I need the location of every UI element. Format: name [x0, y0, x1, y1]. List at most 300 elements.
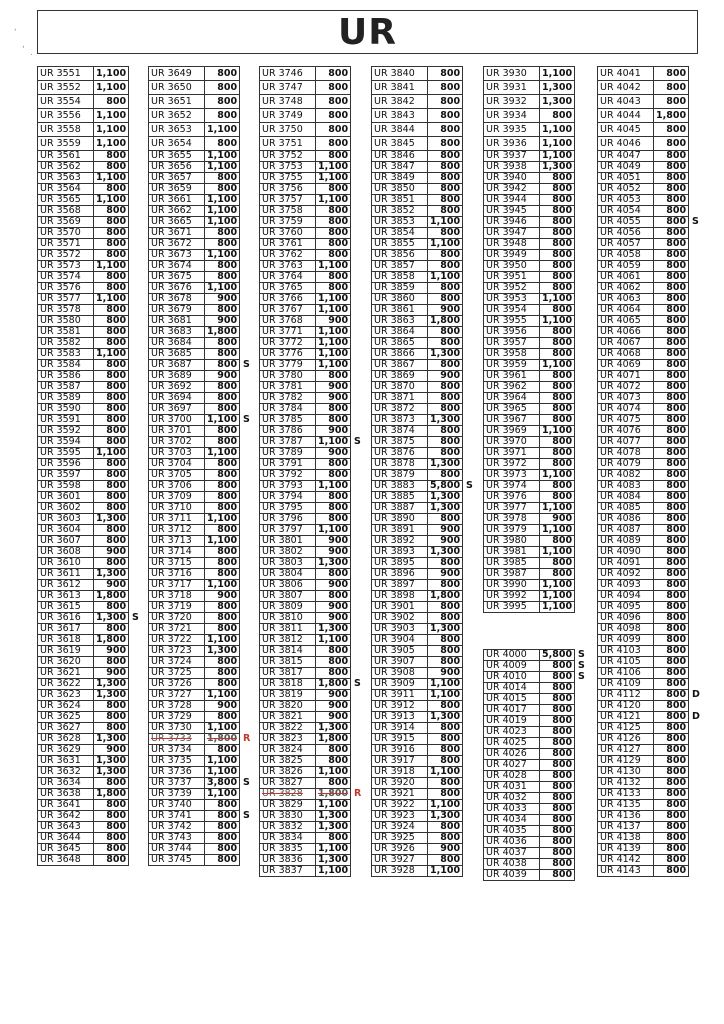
- item-price: 1,100: [94, 109, 129, 123]
- item-code: UR 3752: [260, 151, 316, 162]
- item-code: UR 3584: [38, 360, 94, 371]
- table-row: [484, 591, 575, 602]
- item-price: 800 S: [540, 672, 575, 683]
- item-code: UR 3843: [372, 109, 428, 123]
- item-code: UR 3920: [372, 778, 428, 789]
- item-price: 1,800: [428, 316, 463, 327]
- item-price: 800: [654, 327, 689, 338]
- item-price: 800: [205, 822, 240, 833]
- table-row: [598, 591, 689, 602]
- item-code: UR 3671: [149, 228, 205, 239]
- table-row: [598, 635, 689, 646]
- item-price: 800: [428, 580, 463, 591]
- item-price: 800: [428, 294, 463, 305]
- margin-mark: ': [14, 28, 17, 38]
- item-code: UR 3581: [38, 327, 94, 338]
- item-price: 800: [205, 712, 240, 723]
- table-row: [38, 712, 129, 723]
- table-row: [149, 448, 240, 459]
- item-price: 800: [540, 415, 575, 426]
- item-price: 800: [540, 283, 575, 294]
- table-row: [260, 701, 351, 712]
- item-price: 800: [654, 701, 689, 712]
- item-price: 1,100: [94, 173, 129, 184]
- item-code: UR 4082: [598, 470, 654, 481]
- table-row: [149, 547, 240, 558]
- table-row: [38, 745, 129, 756]
- item-code: UR 3938: [484, 162, 540, 173]
- item-price: 800: [654, 250, 689, 261]
- table-row: [598, 767, 689, 778]
- item-code: UR 4078: [598, 448, 654, 459]
- table-row: [260, 558, 351, 569]
- item-price: 800: [540, 382, 575, 393]
- flag-mark: S: [243, 359, 250, 370]
- table-row: [260, 360, 351, 371]
- item-price: 800: [540, 569, 575, 580]
- item-price: 800: [428, 81, 463, 95]
- item-price: 800: [540, 492, 575, 503]
- item-code: UR 3905: [372, 646, 428, 657]
- item-price: 800: [428, 437, 463, 448]
- item-code: UR 4066: [598, 327, 654, 338]
- item-price: 800: [654, 173, 689, 184]
- item-price: 800: [94, 95, 129, 109]
- item-code: UR 4120: [598, 701, 654, 712]
- table-row: [260, 756, 351, 767]
- item-code: UR 4054: [598, 206, 654, 217]
- item-code: UR 3672: [149, 239, 205, 250]
- item-code: UR 3995: [484, 602, 540, 613]
- item-code: UR 3887: [372, 503, 428, 514]
- table-row: [372, 382, 463, 393]
- table-row: [149, 657, 240, 668]
- table-row: [484, 316, 575, 327]
- item-price: 900: [428, 305, 463, 316]
- item-code: UR 3749: [260, 109, 316, 123]
- item-price: 800: [654, 184, 689, 195]
- table-row: [372, 338, 463, 349]
- item-price: 1,100: [316, 635, 351, 646]
- item-price: 1,800: [205, 327, 240, 338]
- table-row: [38, 800, 129, 811]
- item-code: UR 4038: [484, 859, 540, 870]
- item-code: UR 3665: [149, 217, 205, 228]
- table-row: [260, 767, 351, 778]
- table-row: [149, 305, 240, 316]
- item-code: UR 3794: [260, 492, 316, 503]
- item-price: 1,300: [94, 756, 129, 767]
- item-code: UR 4017: [484, 705, 540, 716]
- item-code: UR 3573: [38, 261, 94, 272]
- item-code: UR 3898: [372, 591, 428, 602]
- item-code: UR 3697: [149, 404, 205, 415]
- item-price: 800: [94, 382, 129, 393]
- item-code: UR 3828: [260, 789, 316, 800]
- item-price: 1,100: [94, 448, 129, 459]
- table-row: [38, 81, 129, 95]
- item-price: 800: [654, 822, 689, 833]
- item-code: UR 3624: [38, 701, 94, 712]
- item-price: 800: [94, 283, 129, 294]
- item-price: 800: [205, 525, 240, 536]
- table-row: [372, 767, 463, 778]
- item-code: UR 3874: [372, 426, 428, 437]
- table-row: [149, 844, 240, 855]
- item-code: UR 3796: [260, 514, 316, 525]
- item-code: UR 3740: [149, 800, 205, 811]
- table-row: [598, 547, 689, 558]
- item-code: UR 3760: [260, 228, 316, 239]
- table-row: [260, 855, 351, 866]
- item-price: 900: [316, 701, 351, 712]
- price-list-column-6: [597, 66, 700, 877]
- table-row: [484, 294, 575, 305]
- item-price: 800: [654, 316, 689, 327]
- item-price: 800: [205, 492, 240, 503]
- item-code: UR 4091: [598, 558, 654, 569]
- item-price: 1,100: [316, 327, 351, 338]
- table-row: [598, 272, 689, 283]
- table-row: [260, 123, 351, 137]
- table-row: [260, 481, 351, 492]
- table-row: [598, 305, 689, 316]
- item-code: UR 3992: [484, 591, 540, 602]
- item-price: 800: [205, 272, 240, 283]
- item-code: UR 3807: [260, 591, 316, 602]
- item-code: UR 3797: [260, 525, 316, 536]
- item-price: 800: [540, 793, 575, 804]
- item-code: UR 3645: [38, 844, 94, 855]
- item-code: UR 3619: [38, 646, 94, 657]
- item-code: UR 3964: [484, 393, 540, 404]
- item-code: UR 3985: [484, 558, 540, 569]
- item-code: UR 3622: [38, 679, 94, 690]
- table-row: [38, 569, 129, 580]
- table-row: [260, 195, 351, 206]
- item-price: 800: [316, 657, 351, 668]
- item-price: 800: [94, 536, 129, 547]
- item-code: UR 3908: [372, 668, 428, 679]
- item-price: 800: [428, 360, 463, 371]
- item-price: 800: [94, 723, 129, 734]
- table-row: [372, 459, 463, 470]
- table-row: [149, 734, 240, 745]
- item-code: UR 4019: [484, 716, 540, 727]
- table-row: [598, 701, 689, 712]
- table-row: [260, 404, 351, 415]
- item-code: UR 3814: [260, 646, 316, 657]
- item-code: UR 4086: [598, 514, 654, 525]
- item-price: 800: [205, 173, 240, 184]
- item-price: 900: [94, 580, 129, 591]
- item-code: UR 3934: [484, 109, 540, 123]
- item-price: 800: [654, 514, 689, 525]
- table-row: [149, 745, 240, 756]
- item-code: UR 3890: [372, 514, 428, 525]
- item-code: UR 3951: [484, 272, 540, 283]
- item-price: 800: [94, 184, 129, 195]
- margin-mark: .: [30, 48, 33, 58]
- table-row: [598, 250, 689, 261]
- item-price: 900: [316, 602, 351, 613]
- item-code: UR 3958: [484, 349, 540, 360]
- item-price: 900: [428, 371, 463, 382]
- item-code: UR 3779: [260, 360, 316, 371]
- table-row: [598, 679, 689, 690]
- item-price: 900: [428, 844, 463, 855]
- table-row: [149, 514, 240, 525]
- table-row: [149, 137, 240, 151]
- item-price: 800: [94, 701, 129, 712]
- item-price: 800: [428, 855, 463, 866]
- item-price: 3,800 S: [205, 778, 240, 789]
- item-code: UR 4036: [484, 837, 540, 848]
- item-price: 800: [428, 283, 463, 294]
- item-code: UR 3819: [260, 690, 316, 701]
- table-row: [38, 558, 129, 569]
- item-code: UR 3653: [149, 123, 205, 137]
- item-code: UR 3965: [484, 404, 540, 415]
- table-row: [149, 67, 240, 81]
- item-code: UR 3832: [260, 822, 316, 833]
- item-code: UR 3766: [260, 294, 316, 305]
- table-row: [38, 492, 129, 503]
- table-row: [260, 349, 351, 360]
- item-price: 1,100: [94, 137, 129, 151]
- item-code: UR 3853: [372, 217, 428, 228]
- table-row: [372, 294, 463, 305]
- item-price: 1,100: [205, 162, 240, 173]
- item-code: UR 3722: [149, 635, 205, 646]
- table-row: [372, 371, 463, 382]
- item-price: 800: [428, 228, 463, 239]
- item-price: 800: [654, 778, 689, 789]
- item-code: UR 3925: [372, 833, 428, 844]
- table-row: [149, 123, 240, 137]
- table-row: [372, 305, 463, 316]
- item-code: UR 4089: [598, 536, 654, 547]
- item-price: 1,100: [428, 679, 463, 690]
- flag-mark: S: [578, 671, 585, 682]
- item-code: UR 4067: [598, 338, 654, 349]
- item-code: UR 3902: [372, 613, 428, 624]
- item-code: UR 3652: [149, 109, 205, 123]
- table-row: [598, 558, 689, 569]
- table-row: [260, 712, 351, 723]
- item-code: UR 3846: [372, 151, 428, 162]
- table-row: [598, 745, 689, 756]
- item-code: UR 3704: [149, 459, 205, 470]
- item-code: UR 4092: [598, 569, 654, 580]
- table-row: [372, 558, 463, 569]
- item-code: UR 3768: [260, 316, 316, 327]
- item-code: UR 4075: [598, 415, 654, 426]
- item-code: UR 3792: [260, 470, 316, 481]
- flag-mark: S: [578, 649, 585, 660]
- item-code: UR 3654: [149, 137, 205, 151]
- table-row: [38, 316, 129, 327]
- item-code: UR 3879: [372, 470, 428, 481]
- item-price: 800: [316, 95, 351, 109]
- item-price: 800: [654, 547, 689, 558]
- item-price: 5,800 S: [540, 650, 575, 661]
- table-row: [598, 492, 689, 503]
- item-price: 800: [654, 272, 689, 283]
- table-row: [149, 371, 240, 382]
- table-row: [38, 701, 129, 712]
- item-code: UR 3885: [372, 492, 428, 503]
- table-row: [484, 661, 575, 672]
- item-code: UR 3737: [149, 778, 205, 789]
- table-row: [149, 294, 240, 305]
- item-code: UR 3598: [38, 481, 94, 492]
- item-code: UR 3551: [38, 67, 94, 81]
- item-price: 800: [654, 459, 689, 470]
- item-price: 800: [205, 624, 240, 635]
- item-price: 800: [205, 558, 240, 569]
- table-row: [149, 613, 240, 624]
- item-price: 1,300: [94, 690, 129, 701]
- table-row: [598, 734, 689, 745]
- item-price: 800: [94, 470, 129, 481]
- item-price: 800: [316, 470, 351, 481]
- item-code: UR 3730: [149, 723, 205, 734]
- table-row: [149, 415, 240, 426]
- table-row: [260, 723, 351, 734]
- item-price: 800: [316, 184, 351, 195]
- item-price: 800: [428, 151, 463, 162]
- table-row: [260, 109, 351, 123]
- table-row: [484, 650, 575, 661]
- table-row: [598, 151, 689, 162]
- item-price: 900: [316, 426, 351, 437]
- item-price: 1,100: [540, 470, 575, 481]
- item-price: 1,100: [316, 162, 351, 173]
- item-price: 800: [654, 723, 689, 734]
- item-price: 800: [540, 184, 575, 195]
- item-code: UR 3612: [38, 580, 94, 591]
- item-price: 800: [654, 558, 689, 569]
- item-price: 800: [428, 514, 463, 525]
- item-price: 800: [540, 404, 575, 415]
- item-code: UR 3810: [260, 613, 316, 624]
- table-row: [372, 470, 463, 481]
- item-price: 1,100: [316, 261, 351, 272]
- item-code: UR 3712: [149, 525, 205, 536]
- item-price: 1,100: [540, 360, 575, 371]
- table-row: [149, 668, 240, 679]
- item-code: UR 4059: [598, 261, 654, 272]
- item-code: UR 3795: [260, 503, 316, 514]
- item-price: 1,100: [94, 261, 129, 272]
- item-price: 800: [540, 349, 575, 360]
- item-price: 800: [94, 338, 129, 349]
- item-code: UR 3820: [260, 701, 316, 712]
- item-code: UR 3701: [149, 426, 205, 437]
- item-price: 1,300: [316, 811, 351, 822]
- item-price: 800: [654, 635, 689, 646]
- item-price: 1,300: [316, 855, 351, 866]
- table-row: [149, 272, 240, 283]
- item-price: 1,300: [316, 822, 351, 833]
- item-price: 800: [654, 261, 689, 272]
- item-code: UR 3901: [372, 602, 428, 613]
- table-row: [372, 514, 463, 525]
- table-row: [372, 701, 463, 712]
- item-price: 800: [316, 137, 351, 151]
- item-code: UR 3621: [38, 668, 94, 679]
- item-price: 800: [94, 360, 129, 371]
- table-row: [260, 250, 351, 261]
- item-price: 800: [654, 481, 689, 492]
- item-code: UR 3642: [38, 811, 94, 822]
- item-price: 800: [94, 800, 129, 811]
- table-row: [598, 162, 689, 173]
- table-row: [260, 327, 351, 338]
- table-row: [484, 228, 575, 239]
- table-row: [598, 536, 689, 547]
- item-code: UR 3554: [38, 95, 94, 109]
- item-price: 1,100: [316, 173, 351, 184]
- item-price: 800 D: [654, 690, 689, 701]
- table-row: [484, 514, 575, 525]
- table-row: [38, 360, 129, 371]
- item-code: UR 4058: [598, 250, 654, 261]
- item-code: UR 4055: [598, 217, 654, 228]
- item-code: UR 3847: [372, 162, 428, 173]
- item-price: 800: [94, 239, 129, 250]
- item-price: 1,100: [94, 81, 129, 95]
- item-price: 1,100 S: [316, 437, 351, 448]
- item-code: UR 4093: [598, 580, 654, 591]
- item-price: 800: [205, 657, 240, 668]
- table-row: [484, 137, 575, 151]
- item-price: 800: [540, 437, 575, 448]
- item-code: UR 4125: [598, 723, 654, 734]
- table-row: [149, 81, 240, 95]
- table-row: [260, 294, 351, 305]
- item-code: UR 3576: [38, 283, 94, 294]
- item-price: 1,100: [316, 866, 351, 877]
- item-code: UR 3757: [260, 195, 316, 206]
- table-row: [372, 525, 463, 536]
- item-price: 1,100: [94, 349, 129, 360]
- item-code: UR 3628: [38, 734, 94, 745]
- table-row: [598, 206, 689, 217]
- item-price: 900: [316, 536, 351, 547]
- item-code: UR 3719: [149, 602, 205, 613]
- item-price: 800: [540, 870, 575, 881]
- table-row: [38, 272, 129, 283]
- table-row: [598, 217, 689, 228]
- item-price: 800: [94, 371, 129, 382]
- item-price: 800: [316, 591, 351, 602]
- item-code: UR 4014: [484, 683, 540, 694]
- item-price: 1,100: [94, 294, 129, 305]
- item-code: UR 3610: [38, 558, 94, 569]
- item-price: 1,100: [316, 360, 351, 371]
- item-code: UR 3826: [260, 767, 316, 778]
- table-row: [372, 239, 463, 250]
- table-row: [484, 239, 575, 250]
- price-table: [37, 66, 139, 866]
- item-code: UR 4099: [598, 635, 654, 646]
- item-price: 800: [94, 316, 129, 327]
- item-price: 800: [94, 844, 129, 855]
- item-code: UR 3949: [484, 250, 540, 261]
- table-row: [260, 646, 351, 657]
